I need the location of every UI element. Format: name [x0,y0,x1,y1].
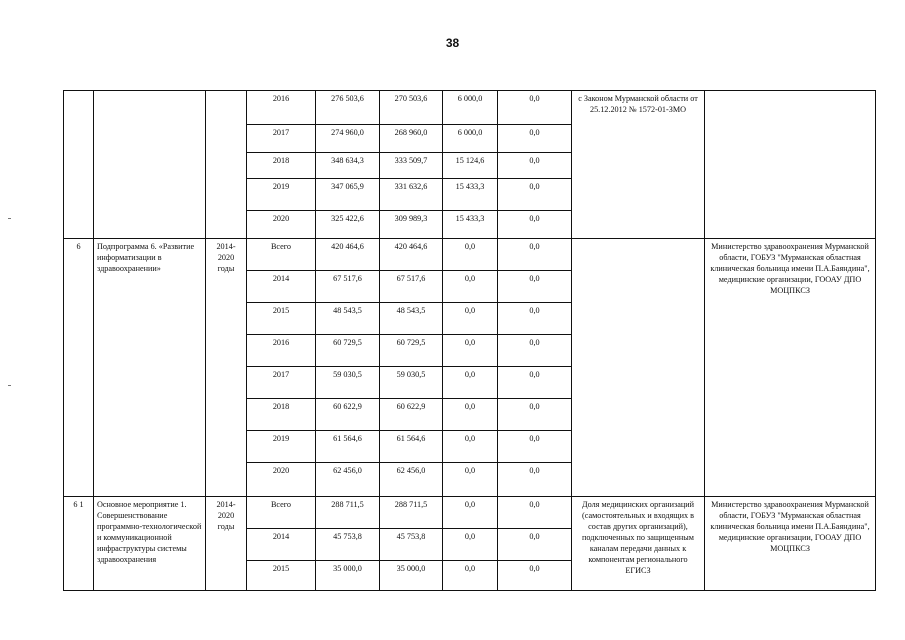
row-index: 6 [64,239,94,497]
regional-cell: 309 989,3 [380,211,443,239]
total-cell: 35 000,0 [316,561,380,591]
period: 2014-2020 годы [206,497,247,591]
federal-cell: 0,0 [443,561,498,591]
regional-cell: 270 503,6 [380,91,443,125]
regional-cell: 67 517,6 [380,271,443,303]
other-cell: 0,0 [498,399,572,431]
executor-text: Министерство здравоохранения Мурманской области, ГОБУЗ "Мурманская областная клиническая больница имени П.А.Баяндина", медицинские организации, ГООАУ ДПО МОЦПКСЗ [705,497,876,591]
regional-cell: 331 632,6 [380,179,443,211]
regional-cell: 420 464,6 [380,239,443,271]
other-cell: 0,0 [498,463,572,497]
other-cell: 0,0 [498,431,572,463]
federal-cell: 0,0 [443,271,498,303]
other-cell: 0,0 [498,303,572,335]
other-cell: 0,0 [498,125,572,153]
total-cell: 61 564,6 [316,431,380,463]
federal-cell: 6 000,0 [443,125,498,153]
other-cell: 0,0 [498,497,572,529]
year-cell: Всего [247,239,316,271]
table-row [64,91,876,125]
year-cell: 2020 [247,463,316,497]
federal-cell: 0,0 [443,463,498,497]
regional-cell: 333 509,7 [380,153,443,179]
year-cell: 2019 [247,179,316,211]
total-cell: 59 030,5 [316,367,380,399]
year-cell: 2018 [247,153,316,179]
row-index [64,91,94,239]
federal-cell: 15 124,6 [443,153,498,179]
year-cell: 2020 [247,211,316,239]
total-cell: 62 456,0 [316,463,380,497]
program-table [63,90,876,591]
regional-cell: 59 030,5 [380,367,443,399]
other-cell: 0,0 [498,239,572,271]
other-cell: 0,0 [498,91,572,125]
federal-cell: 6 000,0 [443,91,498,125]
year-cell: 2017 [247,367,316,399]
federal-cell: 15 433,3 [443,211,498,239]
total-cell: 67 517,6 [316,271,380,303]
year-cell: 2015 [247,561,316,591]
year-cell: 2014 [247,529,316,561]
measure-name [94,91,206,239]
margin-mark [8,385,11,386]
federal-cell: 0,0 [443,335,498,367]
year-cell: 2014 [247,271,316,303]
other-cell: 0,0 [498,561,572,591]
regional-cell: 288 711,5 [380,497,443,529]
total-cell: 325 422,6 [316,211,380,239]
indicator-text: Доля медицинских организаций (самостоятельных и входящих в состав других организаций), подключенных по защищенным каналам передачи данных к компонентам регионального ЕГИСЗ [572,497,705,591]
year-cell: 2019 [247,431,316,463]
executor-text [705,91,876,239]
total-cell: 276 503,6 [316,91,380,125]
measure-name: Основное мероприятие 1. Совершенствование программно-технологической и коммуникационной инфраструктуры системы здравоохранения [94,497,206,591]
other-cell: 0,0 [498,335,572,367]
total-cell: 347 065,9 [316,179,380,211]
total-cell: 288 711,5 [316,497,380,529]
year-cell: 2016 [247,91,316,125]
federal-cell: 0,0 [443,431,498,463]
period [206,91,247,239]
regional-cell: 45 753,8 [380,529,443,561]
row-index: 6 1 [64,497,94,591]
federal-cell: 15 433,3 [443,179,498,211]
regional-cell: 48 543,5 [380,303,443,335]
total-cell: 348 634,3 [316,153,380,179]
regional-cell: 62 456,0 [380,463,443,497]
executor-text: Министерство здравоохранения Мурманской области, ГОБУЗ "Мурманская областная клиническая больница имени П.А.Баяндина", медицинские организации, ГООАУ ДПО МОЦПКСЗ [705,239,876,497]
year-cell: Всего [247,497,316,529]
total-cell: 60 622,9 [316,399,380,431]
total-cell: 420 464,6 [316,239,380,271]
federal-cell: 0,0 [443,399,498,431]
measure-name: Подпрограмма 6. «Развитие информатизации в здравоохранении» [94,239,206,497]
indicator-text [572,239,705,497]
year-cell: 2015 [247,303,316,335]
other-cell: 0,0 [498,211,572,239]
regional-cell: 35 000,0 [380,561,443,591]
total-cell: 48 543,5 [316,303,380,335]
indicator-text: с Законом Мурманской области от 25.12.2012 № 1572-01-ЗМО [572,91,705,239]
period: 2014-2020 годы [206,239,247,497]
federal-cell: 0,0 [443,529,498,561]
regional-cell: 61 564,6 [380,431,443,463]
other-cell: 0,0 [498,271,572,303]
other-cell: 0,0 [498,153,572,179]
federal-cell: 0,0 [443,303,498,335]
federal-cell: 0,0 [443,367,498,399]
regional-cell: 60 729,5 [380,335,443,367]
other-cell: 0,0 [498,367,572,399]
regional-cell: 268 960,0 [380,125,443,153]
other-cell: 0,0 [498,179,572,211]
total-cell: 45 753,8 [316,529,380,561]
table-row [64,497,876,529]
year-cell: 2018 [247,399,316,431]
federal-cell: 0,0 [443,239,498,271]
page-number: 38 [445,36,460,50]
margin-mark [8,218,11,219]
regional-cell: 60 622,9 [380,399,443,431]
total-cell: 60 729,5 [316,335,380,367]
total-cell: 274 960,0 [316,125,380,153]
table-row [64,239,876,271]
other-cell: 0,0 [498,529,572,561]
year-cell: 2016 [247,335,316,367]
federal-cell: 0,0 [443,497,498,529]
year-cell: 2017 [247,125,316,153]
